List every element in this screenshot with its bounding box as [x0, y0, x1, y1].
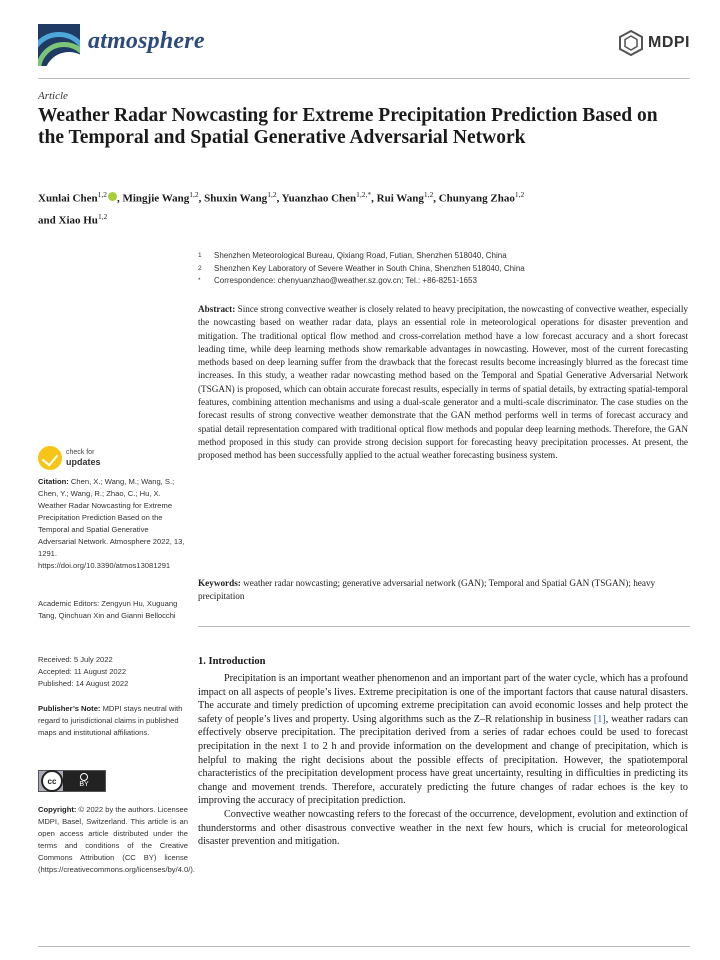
publisher-note: Publisher’s Note: MDPI stays neutral with regard to jurisdictional claims in published maps and institutional affiliations. — [38, 704, 183, 737]
published-date: Published: 14 August 2022 — [38, 679, 129, 688]
author-affil-mark: 1,2 — [97, 190, 107, 199]
orcid-icon[interactable] — [108, 192, 117, 201]
affiliation-item: 2 Shenzhen Key Laboratory of Severe Weather in South China, Shenzhen 518040, China — [198, 263, 525, 273]
keywords — [198, 577, 688, 604]
paragraph: Convective weather nowcasting refers to the forecast of the occurrence, development, evolution and extinction of thunderstorms and other disastrous convective weather in the next few hours, which is crucial for meteorological disaster prevention and mitigation. — [198, 808, 688, 848]
publisher-name: MDPI — [648, 34, 690, 51]
abstract-label: Abstract: — [198, 304, 236, 314]
accepted-date: Accepted: 11 August 2022 — [38, 667, 127, 676]
abstract — [198, 303, 688, 463]
author-affil-mark: 1,2 — [189, 190, 199, 199]
affiliations — [198, 250, 688, 288]
section-heading: 1. Introduction — [198, 656, 266, 667]
author-affil-mark: 1,2 — [97, 211, 108, 221]
author-list: Xunlai Chen$^{1,2}$ , Mingjie Wang$^{1,2}$, Shuxin Wang$^{1,2}$, Yuanzhao Chen$^{1,2,*}$, Rui Wang$^{1,2}$, Chunyang Zhao$^{1,2}$ and Xiao Hu$^{1,2}$ — [38, 190, 525, 227]
author-name: Xunlai Chen — [38, 192, 98, 205]
mdpi-hexagon-icon — [618, 30, 644, 56]
author-name: Chunyang Zhao — [438, 192, 515, 205]
abstract-text: Since strong convective weather is closely related to heavy precipitation, the nowcasting of convective weather, especially the nowcasting based on weather radar data, plays an essential role in meteorological operations for disaster prevention and mitigation. The traditional optical flow method and cross-correlation method have a low forecast accuracy and a short forecast leading time, while deep learning methods show remarkable advantages in nowcasting. However, most of the current forecasting methods based on deep learning suffer from the drawback that the forecast results become increasingly blurred as the forecast time increases. In this study, a weather radar nowcasting method based on the Temporal and Spatial Generative Adversarial Network (TSGAN) is proposed, which can obtain accurate forecast results, especially in terms of spatial details, by extracting spatial-temporal features, combining attention mechanisms and using a dual-scale generator and a multi-scale discriminator. The case studies on the forecast results of strong convective weather demonstrate that the GAN method performs well in terms of forecast accuracy and spatial detail representation compared with traditional optical flow methods and popular deep learning methods. Therefore, the GAN method proposed in this study can provide strong decision support for forecasting heavy precipitation processes. At present, the proposed method has been successfully applied to the actual weather forecasting business system. — [198, 304, 689, 461]
person-icon — [80, 773, 88, 781]
keywords-label: Keywords: — [198, 578, 241, 588]
reference-link[interactable]: [1] — [593, 713, 606, 725]
publication-dates — [38, 654, 188, 690]
author-affil-mark: 1,2 — [514, 190, 525, 199]
footer-divider — [38, 946, 690, 947]
article-title: Weather Radar Nowcasting for Extreme Precipitation Prediction Based on the Temporal and Spatial Generative Adversarial Network — [38, 105, 658, 148]
copyright: Copyright: © 2022 by the authors. Licensee MDPI, Basel, Switzerland. This article is an open access article distributed under the terms and conditions of the Creative Commons Attribution (CC BY) license (https://creativecommons.org/licenses/by/4.0/). — [38, 805, 195, 874]
check-for-updates-button[interactable]: check for updates — [38, 446, 101, 470]
affiliation-item: 1 Shenzhen Meteorological Bureau, Qixiang Road, Futian, Shenzhen 518040, China — [198, 251, 507, 260]
author-name: Yuanzhao Chen — [281, 192, 357, 205]
author-affil-mark: 1,2 — [267, 190, 277, 199]
citation: Citation: Chen, X.; Wang, M.; Wang, S.; Chen, Y.; Wang, R.; Zhao, C.; Hu, X. Weather Radar Nowcasting for Extreme Precipitation Prediction Based on the Temporal and Spatial Generative Adversarial Network. Atmosphere 2022, 13, 1291. https://doi.org/10.3390/atmos13081291 — [38, 477, 185, 570]
journal-logo-icon — [38, 24, 80, 66]
author-name: Xiao Hu — [58, 214, 98, 227]
author-name: Shuxin Wang — [204, 192, 268, 205]
author-affil-mark: 1,2,* — [356, 190, 372, 199]
author-name: Mingjie Wang — [122, 192, 190, 205]
correspondence: * Correspondence: chenyuanzhao@weather.sz.gov.cn; Tel.: +86-8251-1653 — [198, 276, 477, 285]
cc-by-license-icon[interactable]: cc BY — [38, 770, 106, 792]
journal-name: atmosphere — [88, 28, 205, 54]
paragraph: Precipitation is an important weather phenomenon and an important part of the water cycle, which has a profound impact on all aspects of people’s lives. Extreme precipitation is one of the important factors that cause natural disasters. The accurate and timely prediction of upcoming extreme precipitation can avoid economic losses and help protect the safety of people’s lives and property. Using algorithms such as the Z–R relationship in business [1], weather radars can effectively observe precipitation. The precipitation derived from a series of radar echoes could be used to forecast precipitation in the next 1 to 2 h and provide information on the development and change of precipitation, which is helpful to making the right decisions about the possible effects of precipitation. However, the spatiotemporal characteristics of the precipitation development process have great uncertainty, resulting in difficulties in predicting its change and movement trends. Therefore, accurately predicting the future changes of radar echoes is the key to improving the accuracy of precipitation prediction. — [198, 673, 688, 807]
introduction-body — [198, 672, 688, 849]
author-name: Rui Wang — [376, 192, 424, 205]
checkmark-icon — [38, 446, 62, 470]
received-date: Received: 5 July 2022 — [38, 655, 113, 664]
article-type: Article — [38, 90, 68, 102]
section-divider — [198, 626, 690, 627]
author-affil-mark: 1,2 — [423, 190, 434, 199]
keywords-text: weather radar nowcasting; generative adversarial network (GAN); Temporal and Spatial GAN (TSGAN); heavy precipitation — [198, 578, 656, 602]
academic-editors: Academic Editors: Zengyun Hu, Xuguang Tang, Qinchuan Xin and Gianni Bellocchi — [38, 599, 178, 620]
header-divider — [38, 78, 690, 79]
publisher-logo — [618, 30, 690, 56]
